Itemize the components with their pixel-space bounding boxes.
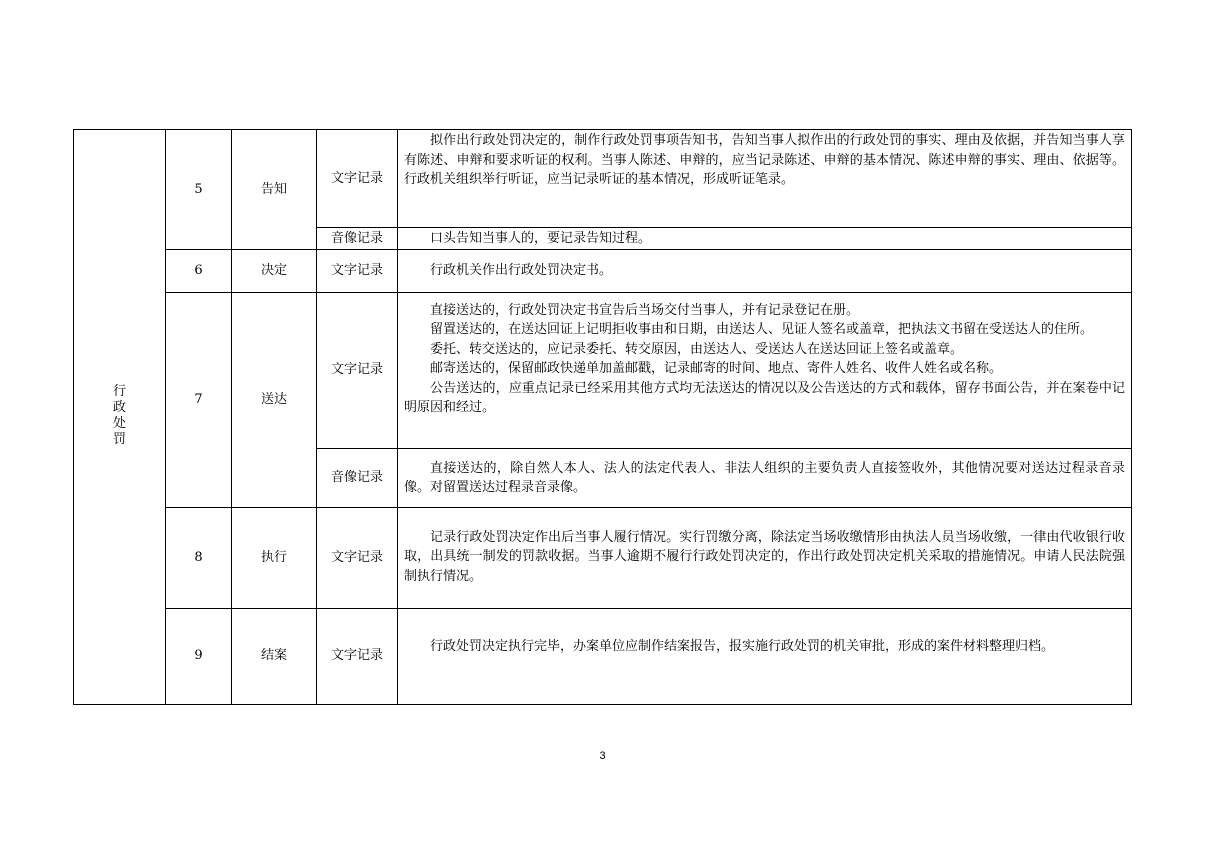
content-paragraph: 行政处罚决定执行完毕，办案单位应制作结案报告，报实施行政处罚的机关审批，形成的案件材料整理归档。 (430, 638, 1055, 654)
content-paragraph: 公告送达的，应重点记录已经采用其他方式均无法送达的情况以及公告送达的方式和载体，留存书面公告，并在案卷中记明原因和经过。 (404, 380, 1125, 415)
record-type: 文字记录 (317, 130, 398, 228)
stage-label: 决定 (232, 249, 317, 292)
record-type: 文字记录 (317, 249, 398, 292)
stage-label: 送达 (232, 292, 317, 507)
row-number: 7 (166, 292, 232, 507)
table-row (74, 507, 1132, 608)
row-number: 5 (166, 130, 232, 250)
record-content (398, 608, 1132, 704)
record-type: 音像记录 (317, 448, 398, 507)
content-paragraph: 委托、转交送达的，应记录委托、转交原因，由送达人、受送达人在送达回证上签名或盖章。 (430, 341, 964, 357)
content-paragraph: 直接送达的，除自然人本人、法人的法定代表人、非法人组织的主要负责人直接签收外，其他情况要对送达过程录音录像。对留置送达过程录音录像。 (404, 460, 1125, 495)
table-row (74, 130, 1132, 228)
content-paragraph: 拟作出行政处罚决定的，制作行政处罚事项告知书，告知当事人拟作出的行政处罚的事实、理由及依据，并告知当事人享有陈述、申辩和要求听证的权利。当事人陈述、申辩的，应当记录陈述、申辩的基本情况、陈述申辩的事实、理由、依据等。行政机关组织举行听证，应当记录听证的基本情况，形成听证笔录。 (404, 133, 1125, 187)
content-paragraph: 邮寄送达的，保留邮政快递单加盖邮戳，记录邮寄的时间、地点、寄件人姓名、收件人姓名或名称。 (430, 361, 1003, 376)
category-label: 行政处罚 (112, 384, 126, 447)
content-paragraph: 行政机关作出行政处罚决定书。 (430, 263, 613, 279)
record-content (398, 249, 1132, 292)
record-type: 文字记录 (317, 292, 398, 448)
row-number: 9 (166, 608, 232, 704)
table-row (74, 292, 1132, 448)
records-table (73, 129, 1132, 705)
content-paragraph: 留置送达的，在送达回证上记明拒收事由和日期，由送达人、见证人签名或盖章，把执法文书留在受送达人的住所。 (430, 322, 1094, 337)
table-row (74, 249, 1132, 292)
record-content (398, 292, 1132, 448)
content-paragraph: 直接送达的，行政处罚决定书宣告后当场交付当事人，并有记录登记在册。 (430, 302, 860, 318)
record-content (398, 507, 1132, 608)
record-type: 音像记录 (317, 228, 398, 250)
stage-label: 告知 (232, 130, 317, 250)
record-content (398, 448, 1132, 507)
record-type: 文字记录 (317, 507, 398, 608)
category-cell (74, 130, 166, 705)
content-paragraph: 口头告知当事人的，要记录告知过程。 (430, 231, 652, 246)
content-paragraph: 记录行政处罚决定作出后当事人履行情况。实行罚缴分离，除法定当场收缴情形由执法人员当场收缴，一律由代收银行收取，出具统一制发的罚款收据。当事人逾期不履行行政处罚决定的，作出行政处罚决定机关采取的措施情况。申请人民法院强制执行情况。 (404, 529, 1125, 584)
record-content (398, 130, 1132, 228)
page-number: 3 (599, 750, 606, 762)
record-type: 文字记录 (317, 608, 398, 704)
stage-label: 执行 (232, 507, 317, 608)
row-number: 6 (166, 249, 232, 292)
record-content (398, 228, 1132, 250)
stage-label: 结案 (232, 608, 317, 704)
table-row (74, 608, 1132, 704)
row-number: 8 (166, 507, 232, 608)
